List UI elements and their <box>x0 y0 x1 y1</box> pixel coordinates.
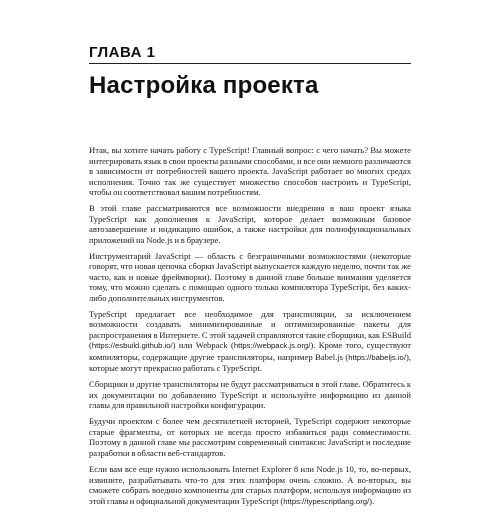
paragraph-4-text-1: TypeScript предлагает все необходимое для транспиляции, за исключением возможности создавать минимизированные и оптимизированные пакеты для распространения в Интернете. С этой задачей справляются такие сборщики, как ESBuild ( <box>89 308 411 351</box>
paragraph-2: В этой главе рассматриваются все возможности внедрения в ваш проект языка TypeScript как дополнения к JavaScript, которое делает возможным базовое автозавершение и индикацию ошибок, а также настройки для полнофункциональных приложений на Node.js и в браузере. <box>89 203 411 245</box>
paragraph-7-text-1: Если вам все еще нужно использовать Internet Explorer 8 или Node.js 10, то, во-первых, извините, разрабатывать что-то для этих платформ очень сложно. А во-вторых, вы сможете собрать воедино компоненты для старых платформ, используя информацию из этой главы и официальной документации TypeScript ( <box>89 464 411 506</box>
babel-link[interactable]: https://babeljs.io/ <box>348 352 406 362</box>
paragraph-6: Будучи проектом с более чем десятилетней историей, TypeScript содержит некоторые старые фрагменты, от которых не всегда просто избавиться ради совместимости. Поэтому в данной главе мы рассмотрим современный синтаксис JavaScript и последние разработки в области веб-стандартов. <box>89 416 411 458</box>
typescript-docs-link[interactable]: https://typescriptlang.org/ <box>283 496 370 506</box>
paragraph-7-text-2: ). <box>369 495 375 506</box>
paragraph-3: Инструментарий JavaScript — область с безграничными возможностями (некоторые говорят, что новая цепочка сборки JavaScript выпускается каждую неделю, почти так же часто, как и новые фреймворки). Поэтому в данной главе больше внимания уделяется тому, что можно сделать с помощью одного только компилятора TypeScript, без каких-либо дополнительных инструментов. <box>89 250 411 303</box>
paragraph-1: Итак, вы хотите начать работу с TypeScript! Главный вопрос: с чего начать? Вы можете интегрировать язык в свои проекты разными способами, и все они немного различаются в зависимости от потребностей вашего проекта. JavaScript работает во многих средах исполнения. Точно так же существует множество способов настроить и TypeScript, чтобы он соответствовал вашим потребностям. <box>89 145 411 197</box>
paragraph-5: Сборщики и другие транспиляторы не будут рассматриваться в этой главе. Обратитесь к их документации по добавлению TypeScript и используйте информацию из данной главы для правильной настройки конфигурации. <box>89 379 411 411</box>
paragraph-4-text-2: ) или Webpack ( <box>172 340 234 351</box>
chapter-divider <box>89 63 411 64</box>
paragraph-4-text-4: ), которые могут прекрасно работать с TypeScript. <box>89 351 411 374</box>
esbuild-link[interactable]: https://esbuild.github.io/ <box>91 341 173 351</box>
chapter-label: ГЛАВА 1 <box>89 44 156 61</box>
webpack-link[interactable]: https://webpack.js.org/ <box>233 341 311 351</box>
chapter-title: Настройка проекта <box>89 72 319 99</box>
paragraph-7 <box>89 464 411 507</box>
paragraph-4 <box>89 309 411 374</box>
paragraph-4-text-3: ). Кроме того, существуют компиляторы, содержащие другие транспиляторы, например Babel.js ( <box>89 340 412 362</box>
chapter-body <box>89 145 411 513</box>
